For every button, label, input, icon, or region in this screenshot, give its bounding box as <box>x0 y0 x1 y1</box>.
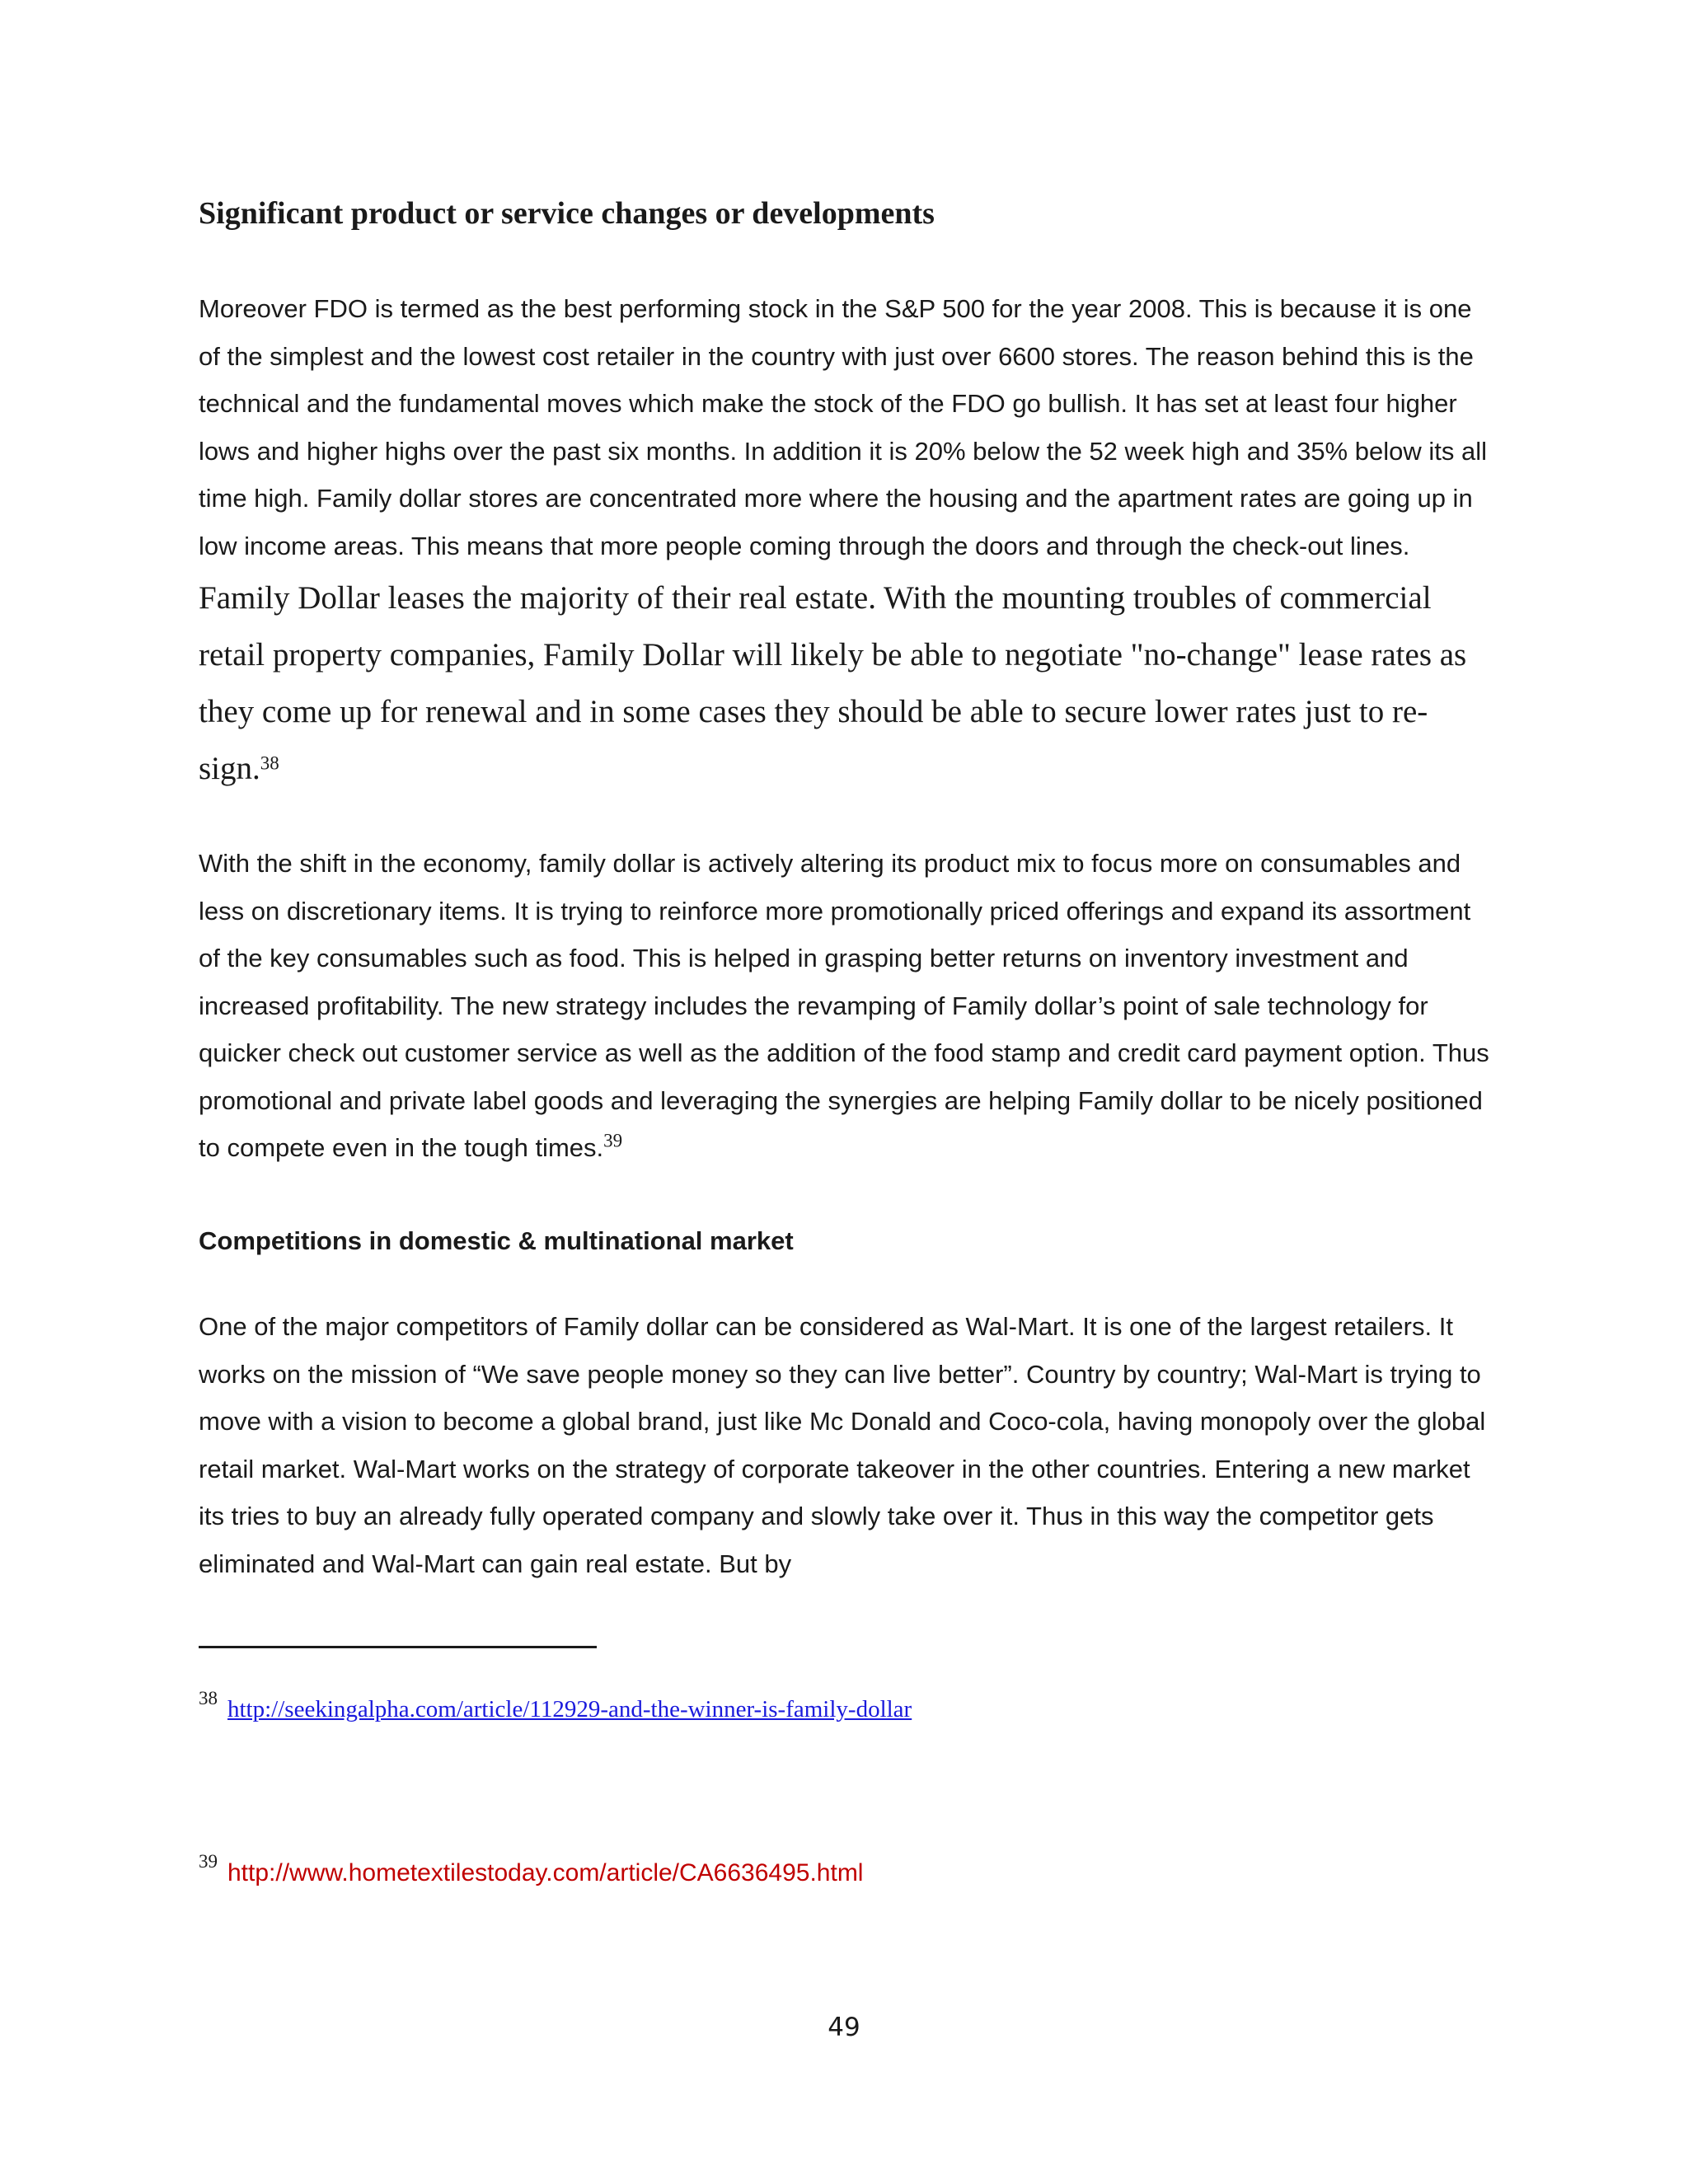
footnote-number: 38 <box>199 1688 218 1708</box>
page-number: 49 <box>828 2013 860 2042</box>
footnote-38 <box>199 1688 1435 1723</box>
paragraph-fdo-performance <box>199 285 1493 797</box>
footnote-39 <box>199 1851 1435 1887</box>
section-heading-competitions <box>199 1225 1493 1258</box>
section-heading-product-changes <box>199 194 1493 232</box>
paragraph-sans-text: Moreover FDO is termed as the best performing stock in the S&P 500 for the year 2008. This is because it is one of the simplest and the lowest cost retailer in the country with just over 6600 stores. The reason behind this is the technical and the fundamental moves which make the stock of the FDO go bullish. It has set at least four higher lows and higher highs over the past six months. In addition it is 20% below the 52 week high and 35% below its all time high. Family dollar stores are concentrated more where the housing and the apartment rates are going up in low income areas. This means that more people coming through the doors and through the check-out lines. <box>199 294 1487 560</box>
heading-text: Competitions in domestic & multinational market <box>199 1226 794 1255</box>
paragraph-text: With the shift in the economy, family dollar is actively altering its product mix to focus more on consumables and less on discretionary items. It is trying to reinforce more promotionally priced offerings and expand its assortment of the key consumables such as food. This is helped in grasping better returns on inventory investment and increased profitability. The new strategy includes the revamping of Family dollar’s point of sale technology for quicker check out customer service as well as the addition of the food stamp and credit card payment option. Thus promotional and private label goods and leveraging the synergies are helping Family dollar to be nicely positioned to compete even in the tough times. <box>199 849 1489 1162</box>
footnote-number: 39 <box>199 1851 218 1872</box>
footnote-ref-39[interactable]: 39 <box>603 1130 623 1151</box>
paragraph-product-mix <box>199 840 1493 1172</box>
paragraph-text: One of the major competitors of Family dollar can be considered as Wal-Mart. It is one of the largest retailers. It works on the mission of “We save people money so they can live better”. Country by country; Wal-Mart is trying to move with a vision to become a global brand, just like Mc Donald and Coco-cola, having monopoly over the global retail market. Wal-Mart works on the strategy of corporate takeover in the other countries. Entering a new market its tries to buy an already fully operated company and slowly take over it. Thus in this way the competitor gets eliminated and Wal-Mart can gain real estate. But by <box>199 1312 1486 1578</box>
footnote-link[interactable]: http://www.hometextilestoday.com/article/CA6636495.html <box>227 1859 864 1886</box>
paragraph-walmart <box>199 1303 1493 1587</box>
heading-text: Significant product or service changes or developments <box>199 196 935 231</box>
footnote-ref-38[interactable]: 38 <box>260 752 279 774</box>
paragraph-serif-text: Family Dollar leases the majority of their real estate. With the mounting troubles of commercial retail property companies, Family Dollar will likely be able to negotiate "no-change" lease rates as they come up for renewal and in some cases they should be able to secure lower rates just to re-sign. <box>199 580 1467 786</box>
footnote-separator <box>199 1646 597 1648</box>
footnote-link[interactable]: http://seekingalpha.com/article/112929-and-the-winner-is-family-dollar <box>227 1696 912 1722</box>
